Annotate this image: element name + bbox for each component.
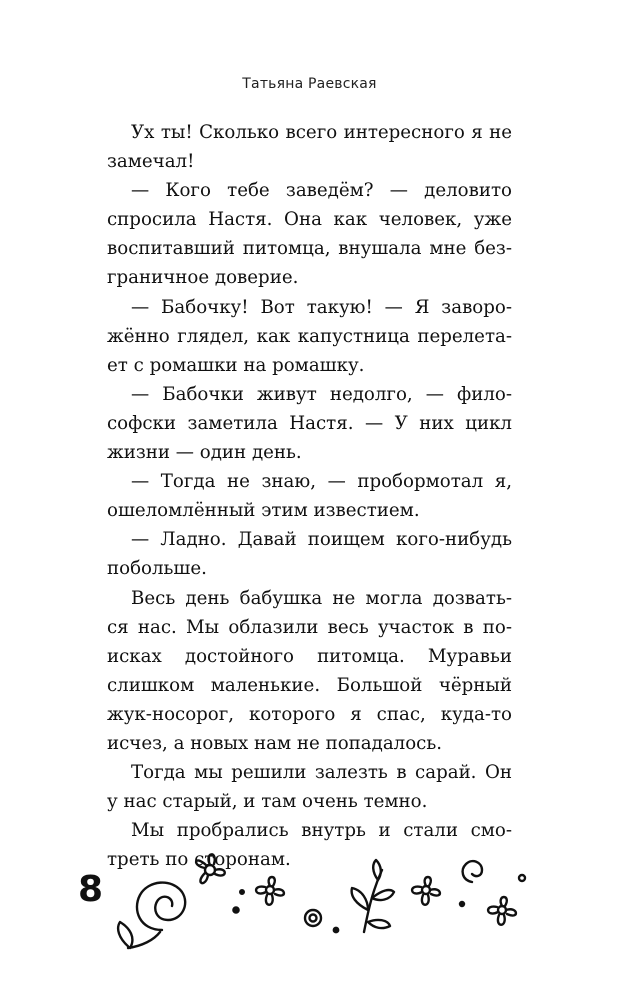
paragraph (107, 467, 512, 525)
paragraph (107, 584, 512, 759)
text-line: ет с ромашки на ромашку. (107, 354, 365, 376)
text-line: побольше. (107, 558, 207, 580)
paragraph (107, 118, 512, 176)
dot-icon (519, 875, 525, 881)
flower-icon (488, 897, 516, 925)
text-line: спросила Настя. Она как человек, уже (107, 209, 512, 231)
paragraph (107, 380, 512, 467)
leaf-icon (118, 922, 132, 948)
text-line: Весь день бабушка не могла дозвать- (131, 587, 512, 609)
text-line: граничное доверие. (107, 267, 299, 289)
text-line: воспитавший питомца, внушала мне без- (107, 238, 512, 260)
text-line: — Кого тебе заведём? — деловито (131, 180, 512, 202)
text-line: — Бабочку! Вот такую! — Я заворо- (131, 296, 512, 318)
text-line: — Тогда не знаю, — пробормотал я, (131, 471, 512, 493)
text-line: слишком маленькие. Большой чёрный (107, 674, 512, 696)
text-line: ся нас. Мы облазили весь участок в по- (107, 616, 512, 638)
flower-icon (196, 854, 225, 883)
paragraph (107, 293, 512, 380)
dot-icon (334, 928, 338, 932)
text-line: жизни — один день. (107, 442, 302, 464)
spiral-icon (305, 910, 321, 926)
text-line: жук-носорог, которого я спас, куда-то (107, 703, 512, 725)
text-line: — Бабочки живут недолго, — фило- (131, 383, 512, 405)
text-line: Тогда мы решили залезть в сарай. Он (131, 762, 512, 784)
text-line: Ух ты! Сколько всего интересного я не (131, 122, 512, 143)
paragraph (107, 176, 512, 292)
leaf-branch-icon (352, 860, 394, 932)
paragraph (107, 525, 512, 583)
swirl-icon (463, 861, 482, 882)
text-line: жённо глядел, как капустница перелета- (107, 325, 512, 347)
dot-icon (460, 902, 464, 906)
text-line: софски заметила Настя. — У них цикл (107, 412, 512, 434)
paragraph (107, 758, 512, 816)
swirl-icon (137, 883, 185, 930)
text-line: Мы пробрались внутрь и стали смо- (131, 820, 512, 842)
body-text (107, 118, 512, 874)
text-line: у нас старый, и там очень темно. (107, 791, 428, 813)
flower-icon (256, 877, 284, 905)
text-line: треть по сторонам. (107, 849, 291, 871)
dot-icon (240, 890, 244, 894)
page-number: 8 (78, 869, 104, 910)
running-header-author: Татьяна Раевская (242, 76, 377, 92)
text-line: ошеломлённый этим известием. (107, 500, 420, 522)
flower-icon (412, 877, 440, 905)
text-line: исках достойного питомца. Муравьи (107, 645, 512, 667)
dot-icon (233, 907, 238, 912)
text-line: замечал! (107, 151, 195, 173)
flower-swirl-ornament-icon (110, 840, 550, 960)
text-line: — Ладно. Давай поищем кого-нибудь (131, 529, 512, 551)
text-line: исчез, а новых нам не попадалось. (107, 732, 443, 754)
